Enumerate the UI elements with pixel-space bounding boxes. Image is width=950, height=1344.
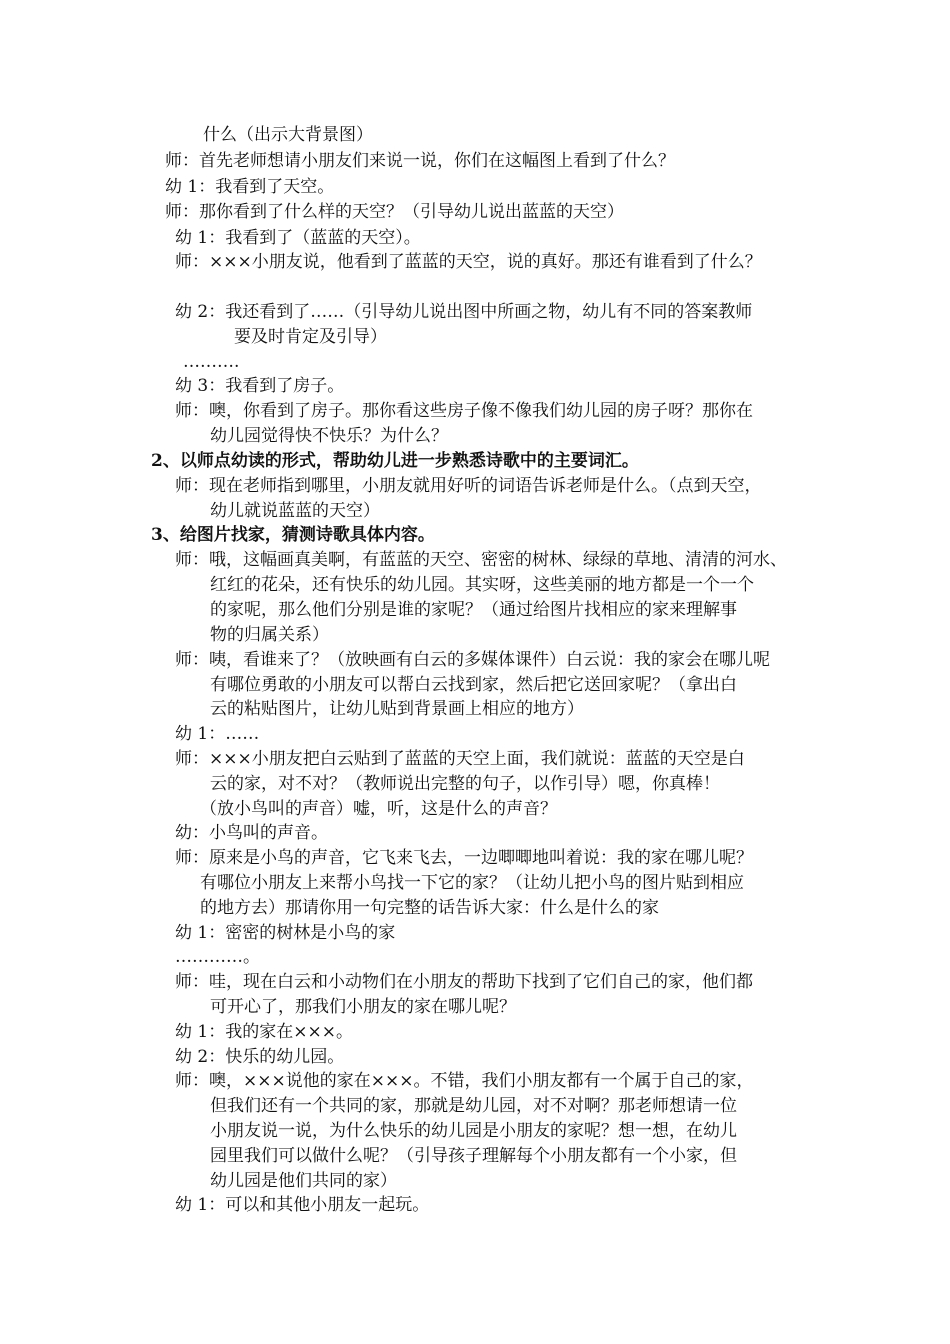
text-line: 师：×××小朋友把白云贴到了蓝蓝的天空上面，我们就说：蓝蓝的天空是白 bbox=[175, 749, 745, 769]
text-line: 幼儿就说蓝蓝的天空） bbox=[210, 501, 380, 521]
text-line: 幼 1：可以和其他小朋友一起玩。 bbox=[175, 1195, 430, 1215]
text-line: 园里我们可以做什么呢？（引导孩子理解每个小朋友都有一个小家，但 bbox=[210, 1146, 737, 1166]
text-line: 幼 1：我看到了天空。 bbox=[165, 177, 335, 197]
text-line: 小朋友说一说，为什么快乐的幼儿园是小朋友的家呢？想一想，在幼儿 bbox=[210, 1121, 737, 1141]
section-heading: 2、以师点幼读的形式，帮助幼儿进一步熟悉诗歌中的主要词汇。 bbox=[151, 451, 639, 471]
text-line: 师：现在老师指到哪里，小朋友就用好听的词语告诉老师是什么。（点到天空， bbox=[175, 476, 762, 496]
text-line: 要及时肯定及引导） bbox=[234, 327, 387, 347]
text-line: 的地方去）那请你用一句完整的话告诉大家：什么是什么的家 bbox=[200, 898, 659, 918]
text-line: 师：噢，×××说他的家在×××。不错，我们小朋友都有一个属于自己的家， bbox=[175, 1071, 754, 1091]
text-line: 幼 1：密密的树林是小鸟的家 bbox=[175, 923, 396, 943]
text-line: 幼 1：我看到了（蓝蓝的天空）。 bbox=[175, 228, 421, 248]
text-line: 有哪位勇敢的小朋友可以帮白云找到家，然后把它送回家呢？（拿出白 bbox=[210, 675, 737, 695]
text-line: ………. bbox=[183, 352, 240, 372]
text-line: 云的粘贴图片，让幼儿贴到背景画上相应的地方） bbox=[210, 699, 584, 719]
text-line: 幼 2：快乐的幼儿园。 bbox=[175, 1047, 345, 1067]
text-line: 幼 3：我看到了房子。 bbox=[175, 376, 345, 396]
section-heading: 3、给图片找家，猜测诗歌具体内容。 bbox=[151, 525, 435, 545]
text-line: 幼 1：…… bbox=[175, 724, 260, 744]
text-line: 可开心了，那我们小朋友的家在哪儿呢？ bbox=[210, 997, 516, 1017]
text-line: 师：哇，现在白云和小动物们在小朋友的帮助下找到了它们自己的家，他们都 bbox=[175, 972, 753, 992]
text-line: 师：哦，这幅画真美啊，有蓝蓝的天空、密密的树林、绿绿的草地、清清的河水、 bbox=[175, 550, 787, 570]
text-line: 师：原来是小鸟的声音，它飞来飞去，一边唧唧地叫着说：我的家在哪儿呢？ bbox=[175, 848, 753, 868]
text-line: 有哪位小朋友上来帮小鸟找一下它的家？（让幼儿把小鸟的图片贴到相应 bbox=[200, 873, 744, 893]
text-line: 师：首先老师想请小朋友们来说一说，你们在这幅图上看到了什么？ bbox=[165, 151, 675, 171]
text-line: 的家呢，那么他们分别是谁的家呢？（通过给图片找相应的家来理解事 bbox=[210, 600, 737, 620]
text-line: 师：×××小朋友说，他看到了蓝蓝的天空，说的真好。那还有谁看到了什么？ bbox=[175, 252, 762, 272]
text-line: 师：噢，你看到了房子。那你看这些房子像不像我们幼儿园的房子呀？那你在 bbox=[175, 401, 753, 421]
text-line: 云的家，对不对？（教师说出完整的句子，以作引导）嗯，你真棒！ bbox=[210, 774, 720, 794]
text-line: （放小鸟叫的声音）嘘，听，这是什么的声音？ bbox=[200, 799, 557, 819]
text-line: 幼儿园觉得快不快乐？为什么？ bbox=[210, 426, 448, 446]
text-line: 物的归属关系） bbox=[210, 625, 329, 645]
text-line: 幼 1：我的家在×××。 bbox=[175, 1022, 353, 1042]
text-line: 红红的花朵，还有快乐的幼儿园。其实呀，这些美丽的地方都是一个一个 bbox=[210, 575, 754, 595]
text-line: 什么（出示大背景图） bbox=[203, 125, 373, 145]
text-line: 但我们还有一个共同的家，那就是幼儿园，对不对啊？那老师想请一位 bbox=[210, 1096, 737, 1116]
text-line: 幼 2：我还看到了……（引导幼儿说出图中所画之物，幼儿有不同的答案教师 bbox=[175, 302, 753, 322]
text-line: 幼：小鸟叫的声音。 bbox=[175, 823, 328, 843]
text-line: 师：咦，看谁来了？（放映画有白云的多媒体课件）白云说：我的家会在哪儿呢 bbox=[175, 650, 770, 670]
text-line: 师：那你看到了什么样的天空？（引导幼儿说出蓝蓝的天空） bbox=[165, 202, 624, 222]
text-line: …………。 bbox=[175, 947, 260, 967]
text-line: 幼儿园是他们共同的家） bbox=[210, 1171, 397, 1191]
